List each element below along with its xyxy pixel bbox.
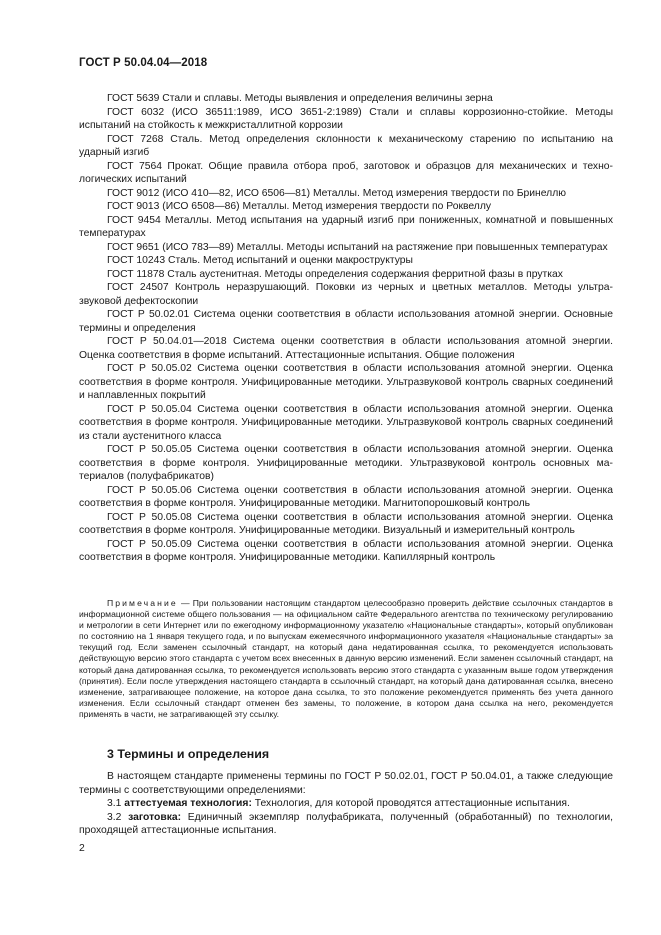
term-definition	[79, 811, 613, 838]
normative-references	[79, 92, 613, 565]
section-body	[79, 770, 613, 838]
reference-item: ГОСТ Р 50.05.06 Система оценки соответствия в области использования атомной энергии. Оценка соответствия в форме контроля. Унифицированные методики. Магнитопорошковый контроль	[79, 484, 613, 509]
reference-item: ГОСТ Р 50.05.04 Система оценки соответствия в области использования атомной энергии. Оценка соответствия в форме контроля. Унифицированные методики. Ультразвуковой контроль сварных соединений из стали аустенитного класса	[79, 403, 613, 442]
reference-item: ГОСТ Р 50.04.01—2018 Система оценки соответствия в области использования атомной энергии. Оценка соответствия в форме испытаний. Аттестационные испытания. Общие положения	[79, 336, 613, 361]
document-header: ГОСТ Р 50.04.04—2018	[79, 57, 208, 69]
term-name: заготовка:	[128, 811, 182, 823]
term-name: аттестуемая технология:	[124, 798, 252, 809]
page-number: 2	[79, 843, 85, 854]
reference-item: ГОСТ 7268 Сталь. Метод определения склонности к механическому старению по испытанию на ударный изгиб	[79, 133, 613, 158]
reference-item: ГОСТ Р 50.05.08 Система оценки соответствия в области использования атомной энергии. Оценка соответствия в форме контроля. Унифицированные методики. Визуальный и измерительный контроль	[79, 511, 613, 536]
reference-item: ГОСТ Р 50.05.02 Система оценки соответствия в области использования атомной энергии. Оценка соответствия в форме контроля. Унифицированные методики. Ультразвуковой контроль сварных соединений и наплавленных покрытий	[79, 363, 613, 401]
reference-item: ГОСТ 6032 (ИСО 36511:1989, ИСО 3651-2:1989) Стали и сплавы коррозионно-стойкие. Методы испытаний на стойкость к межкристаллитной коррозии	[79, 106, 613, 131]
term-number: 3.1	[107, 798, 122, 809]
reference-item: ГОСТ 24507 Контроль неразрушающий. Поковки из черных и цветных металлов. Методы ультразвуковой дефектоскопии	[79, 282, 613, 307]
reference-item: ГОСТ 10243 Сталь. Метод испытаний и оценки макроструктуры	[107, 255, 413, 266]
note-paragraph	[79, 598, 613, 720]
term-number: 3.2	[107, 811, 122, 823]
term-definition	[79, 797, 613, 811]
note-label: Примечание	[107, 598, 178, 608]
section-title: 3 Термины и определения	[107, 747, 270, 761]
section-intro: В настоящем стандарте применены термины по ГОСТ Р 50.02.01, ГОСТ Р 50.04.01, а также следующие термины с соответствующими определениями:	[79, 771, 613, 796]
reference-item: ГОСТ Р 50.02.01 Система оценки соответствия в области использования атомной энергии. Основные термины и определения	[79, 309, 613, 334]
reference-item: ГОСТ Р 50.05.09 Система оценки соответствия в области использования атомной энергии. Оценка соответствия в форме контроля. Унифицированные методики. Капиллярный контроль	[79, 538, 613, 563]
term-text: Единичный экземпляр полуфабриката, полученный (обработанный) по технологии, проходящей аттестационные испытания.	[79, 811, 613, 836]
reference-item: ГОСТ 5639 Стали и сплавы. Методы выявления и определения величины зерна	[107, 93, 493, 104]
note-block	[79, 598, 613, 720]
reference-item: ГОСТ Р 50.05.05 Система оценки соответствия в области использования атомной энергии. Оценка соответствия в форме контроля. Унифицированные методики. Ультразвуковой контроль основных материалов (полуфабрикатов)	[79, 444, 613, 482]
term-text: Технология, для которой проводятся аттестационные испытания.	[251, 798, 570, 809]
note-text: — При пользовании настоящим стандартом целесообразно проверить действие ссылочных стандартов в информационной системе общего пользования — на официальном сайте Федерального агентства по техническому регулированию и метрологии в сети Интернет или по ежегодному информационному указателю «Национальные стандарты», который опубликован по состоянию на 1 января текущего года, и по выпускам ежемесячного информационного указателя «Национальные стандарты» за текущий год. Если заменен ссылочный стандарт, на который дана недатированная ссылка, то рекомендуется использовать действующую версию этого стандарта с учетом всех внесенных в данную версию изменений. Если заменен ссылочный стандарт, на который дана датированная ссылка, то рекомендуется использовать версию этого стандарта с указанным выше годом утверждения (принятия). Если после утверждения настоящего стандарта в ссылочный стандарт, на который дана датированная ссылка, внесено изменение, затрагивающее положение, на которое дана ссылка, то это положение рекомендуется применять без учета данного изменения. Если ссылочный стандарт отменен без замены, то положение, в котором дана ссылка на него, рекомендуется применять в части, не затрагивающей эту ссылку.	[79, 598, 613, 719]
reference-item: ГОСТ 9012 (ИСО 410—82, ИСО 6506—81) Металлы. Метод измерения твердости по Бринеллю	[107, 187, 566, 199]
reference-item: ГОСТ 9454 Металлы. Метод испытания на ударный изгиб при пониженных, комнатной и повышенных температурах	[79, 214, 613, 239]
reference-item: ГОСТ 7564 Прокат. Общие правила отбора проб, заготовок и образцов для механических и технологических испытаний	[79, 160, 613, 185]
reference-item: ГОСТ 11878 Сталь аустенитная. Методы определения содержания ферритной фазы в прутках	[107, 268, 563, 280]
reference-item: ГОСТ 9651 (ИСО 783—89) Металлы. Методы испытаний на растяжение при повышенных температурах	[107, 241, 608, 253]
reference-item: ГОСТ 9013 (ИСО 6508—86) Металлы. Метод измерения твердости по Роквеллу	[107, 201, 492, 212]
